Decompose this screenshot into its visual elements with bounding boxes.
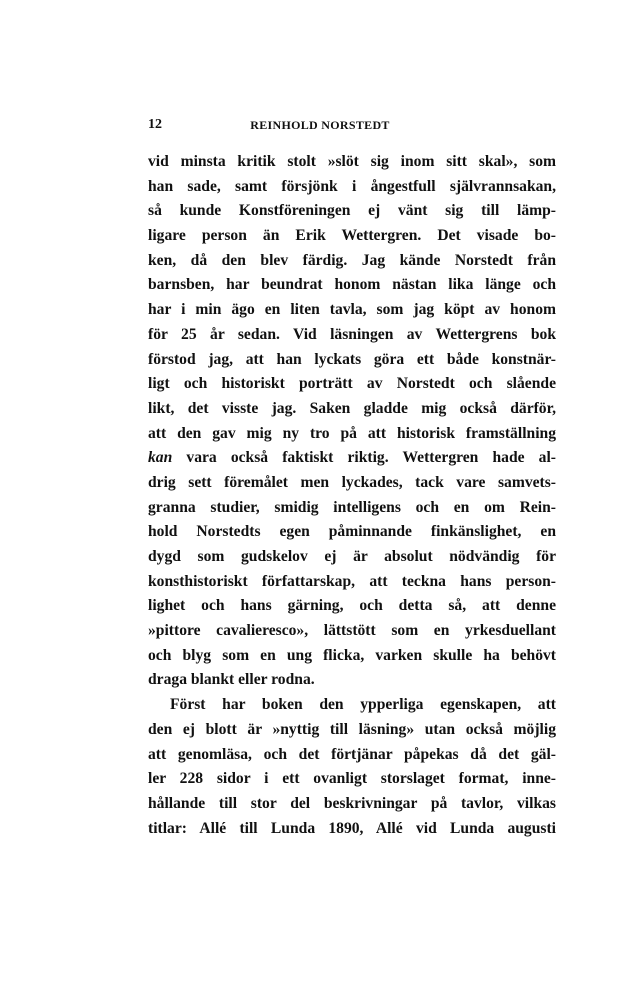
text-line: hold Norstedts egen påminnande finkänslighet, en <box>148 523 556 541</box>
text-line-rest: vara också faktiskt riktig. Wettergren hade al- <box>172 449 556 467</box>
paragraph-start-line: Först har boken den ypperliga egenskapen, att <box>170 696 556 714</box>
page-number: 12 <box>148 117 162 132</box>
text-line: barnsben, har beundrat honom nästan lika länge och <box>148 276 556 294</box>
text-line: likt, det visste jag. Saken gladde mig också därför, <box>148 399 556 417</box>
text-line: har i min ägo en liten tavla, som jag köpt av honom <box>148 301 556 319</box>
text-line: konsthistoriskt författarskap, att teckna hans person- <box>148 572 556 590</box>
text-line: titlar: Allé till Lunda 1890, Allé vid Lunda augusti <box>148 819 556 837</box>
text-line: ligt och historiskt porträtt av Norstedt och slående <box>148 375 556 393</box>
text-line: ler 228 sidor i ett ovanligt storslaget format, inne- <box>148 770 556 788</box>
text-line: hållande till stor del beskrivningar på tavlor, vilkas <box>148 794 556 812</box>
text-line: ken, då den blev färdig. Jag kände Norstedt från <box>148 251 556 269</box>
text-line-with-emphasis <box>148 446 556 471</box>
text-line: lighet och hans gärning, och detta så, att denne <box>148 597 556 615</box>
text-line: och blyg som en ung flicka, varken skulle ha behövt <box>148 646 556 664</box>
emphasized-word: kan <box>148 449 173 467</box>
text-line: att den gav mig ny tro på att historisk framställning <box>148 424 556 442</box>
text-line: granna studier, smidig intelligens och en om Rein- <box>148 498 556 516</box>
text-line: vid minsta kritik stolt »slöt sig inom sitt skal», som <box>148 153 556 170</box>
paragraph-end-line: draga blankt eller rodna. <box>148 671 315 689</box>
text-line: drig sett föremålet men lyckades, tack vare samvets- <box>148 473 556 491</box>
text-line: han sade, samt försjönk i ångestfull självrannsakan, <box>148 177 556 195</box>
body-text <box>148 150 556 841</box>
text-line: förstod jag, att han lyckats göra ett både konstnär- <box>148 350 556 368</box>
text-line: för 25 år sedan. Vid läsningen av Wettergrens bok <box>148 325 556 343</box>
text-line: att genomläsa, och det förtjänar påpekas då det gäl- <box>148 745 556 763</box>
running-head: REINHOLD NORSTEDT <box>250 118 390 132</box>
text-line: »pittore cavalieresco», lättstött som en yrkesduellant <box>148 622 556 640</box>
text-line: dygd som gudskelov ej är absolut nödvändig för <box>148 548 556 565</box>
text-line: så kunde Konstföreningen ej vänt sig till lämp- <box>148 202 556 220</box>
text-line: ligare person än Erik Wettergren. Det visade bo- <box>148 227 556 245</box>
text-line: den ej blott är »nyttig till läsning» utan också möjlig <box>148 720 556 738</box>
